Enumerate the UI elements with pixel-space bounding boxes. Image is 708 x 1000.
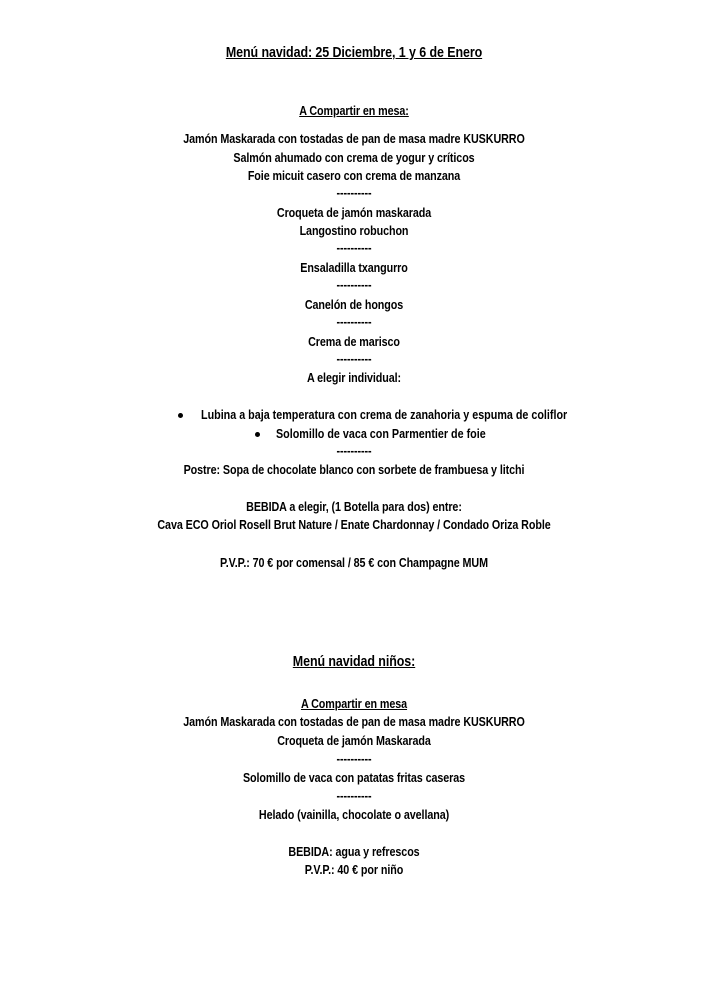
individual-heading: A elegir individual: xyxy=(306,371,402,385)
menu-item: Langostino robuchon xyxy=(299,224,409,238)
kids-menu-item: Solomillo de vaca con patatas fritas caseras xyxy=(242,771,466,785)
menu-item: Salmón ahumado con crema de yogur y críticos xyxy=(233,151,475,165)
separator: ---------- xyxy=(336,315,372,329)
menu-title: Menú navidad: 25 Diciembre, 1 y 6 de Enero xyxy=(225,45,483,61)
price: P.V.P.: 70 € por comensal / 85 € con Champagne MUM xyxy=(220,556,488,570)
individual-item-label: Solomillo de vaca con Parmentier de foie xyxy=(276,427,486,441)
individual-item-label: Lubina a baja temperatura con crema de zanahoria y espuma de coliflor xyxy=(201,408,568,422)
separator: ---------- xyxy=(336,278,372,292)
menu-item: Foie micuit casero con crema de manzana xyxy=(247,169,461,183)
drink-options: Cava ECO Oriol Rosell Brut Nature / Enate Chardonnay / Condado Oriza Roble xyxy=(157,518,551,532)
separator: ---------- xyxy=(336,186,372,200)
separator: ---------- xyxy=(336,789,372,803)
kids-menu-item: Jamón Maskarada con tostadas de pan de masa madre KUSKURRO xyxy=(183,715,525,729)
kids-drink: BEBIDA: agua y refrescos xyxy=(288,845,420,859)
kids-price: P.V.P.: 40 € por niño xyxy=(304,863,404,877)
dessert: Postre: Sopa de chocolate blanco con sorbete de frambuesa y litchi xyxy=(183,463,525,477)
kids-menu-title: Menú navidad niños: xyxy=(292,654,416,670)
separator: ---------- xyxy=(336,752,372,766)
menu-item: Canelón de hongos xyxy=(304,298,404,312)
menu-item: Croqueta de jamón maskarada xyxy=(276,206,432,220)
separator: ---------- xyxy=(336,241,372,255)
kids-menu-item: Helado (vainilla, chocolate o avellana) xyxy=(258,808,450,822)
kids-share-heading: A Compartir en mesa xyxy=(300,697,408,711)
kids-menu-item: Croqueta de jamón Maskarada xyxy=(277,734,431,748)
menu-item: Ensaladilla txangurro xyxy=(300,261,408,275)
separator: ---------- xyxy=(336,352,372,366)
menu-item: Jamón Maskarada con tostadas de pan de masa madre KUSKURRO xyxy=(183,132,525,146)
menu-item: Crema de marisco xyxy=(308,335,400,349)
bullet-icon xyxy=(178,413,183,418)
share-heading: A Compartir en mesa: xyxy=(299,104,409,118)
bullet-icon xyxy=(255,432,260,437)
separator: ---------- xyxy=(336,444,372,458)
drink-heading: BEBIDA a elegir, (1 Botella para dos) entre: xyxy=(246,500,462,514)
